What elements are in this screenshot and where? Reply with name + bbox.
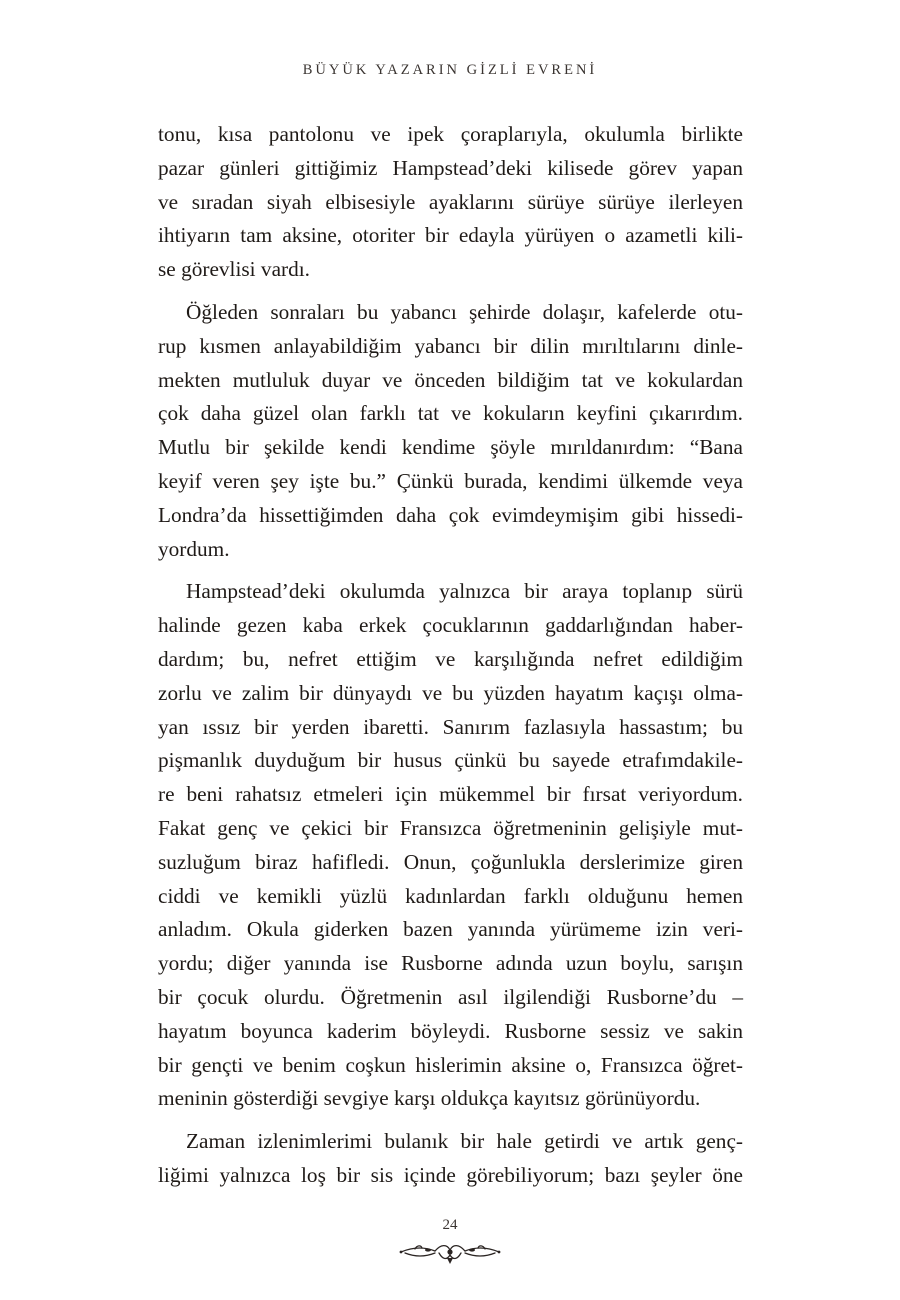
- text-line: yordu; diğer yanında ise Rusborne adında uzun boylu, sarışın: [158, 951, 743, 976]
- text-line: yan ıssız bir yerden ibaretti. Sanırım fazlasıyla hassastım; bu: [158, 714, 743, 739]
- running-head: BÜYÜK YAZARIN GİZLİ EVRENİ: [302, 62, 598, 78]
- text-line: re beni rahatsız etmeleri için mükemmel bir fırsat veriyordum.: [158, 782, 743, 807]
- paragraph-3: [158, 575, 743, 1116]
- text-line: hayatım boyunca kaderim böyleydi. Rusborne sessiz ve sakin: [158, 1018, 743, 1043]
- text-line: liğimi yalnızca loş bir sis içinde görebiliyorum; bazı şeyler öne: [158, 1162, 743, 1187]
- text-line: dardım; bu, nefret ettiğim ve karşılığında nefret edildiğim: [158, 646, 743, 671]
- text-line: keyif veren şey işte bu.” Çünkü burada, kendimi ülkemde veya: [158, 468, 743, 493]
- text-line: ve sıradan siyah elbisesiyle ayaklarını sürüye sürüye ilerleyen: [158, 189, 743, 214]
- text-line: halinde gezen kaba erkek çocuklarının gaddarlığından haber-: [158, 613, 743, 638]
- paragraph-4: [158, 1125, 743, 1193]
- text-line: rup kısmen anlayabildiğim yabancı bir dilin mırıltılarını dinle-: [158, 333, 743, 358]
- text-line: bir gençti ve benim coşkun hislerimin aksine o, Fransızca öğret-: [158, 1052, 743, 1077]
- text-line: ciddi ve kemikli yüzlü kadınlardan farklı olduğunu hemen: [158, 883, 743, 908]
- text-line: bir çocuk olurdu. Öğretmenin asıl ilgilendiği Rusborne’du –: [158, 984, 743, 1009]
- text-line: tonu, kısa pantolonu ve ipek çoraplarıyla, okulumla birlikte: [158, 122, 743, 146]
- text-line: se görevlisi vardı.: [158, 257, 311, 282]
- paragraph-1: [158, 118, 743, 287]
- page-number: 24: [442, 1217, 458, 1233]
- text-line: Mutlu bir şekilde kendi kendime şöyle mırıldanırdım: “Bana: [158, 435, 743, 460]
- body-text: [158, 118, 743, 1202]
- text-line: pişmanlık duyduğum bir husus çünkü bu sayede etrafımdakile-: [158, 748, 743, 773]
- text-line: pazar günleri gittiğimiz Hampstead’deki kilisede görev yapan: [158, 155, 743, 180]
- text-line: ihtiyarın tam aksine, otoriter bir edayla yürüyen o azametli kili-: [158, 223, 743, 248]
- text-line: Öğleden sonraları bu yabancı şehirde dolaşır, kafelerde otu-: [186, 299, 743, 324]
- text-line: Londra’da hissettiğimden daha çok evimdeymişim gibi hissedi-: [158, 502, 743, 527]
- text-line: anladım. Okula giderken bazen yanında yürümeme izin veri-: [158, 917, 743, 942]
- text-line: Hampstead’deki okulumda yalnızca bir araya toplanıp sürü: [186, 579, 743, 604]
- text-line: suzluğum biraz hafifledi. Onun, çoğunlukla derslerimize giren: [158, 849, 743, 874]
- paragraph-2: [158, 296, 743, 566]
- text-line: mekten mutluluk duyar ve önceden bildiğim tat ve kokulardan: [158, 367, 743, 392]
- vine-scroll-ornament-icon: [395, 1238, 505, 1266]
- text-line: Fakat genç ve çekici bir Fransızca öğretmeninin gelişiyle mut-: [158, 815, 743, 840]
- text-line: meninin gösterdiği sevgiye karşı oldukça kayıtsız görünüyordu.: [158, 1086, 701, 1111]
- text-line: yordum.: [158, 536, 230, 561]
- text-line: çok daha güzel olan farklı tat ve kokuların keyfini çıkarırdım.: [158, 401, 743, 426]
- text-line: Zaman izlenimlerimi bulanık bir hale getirdi ve artık genç-: [186, 1129, 743, 1154]
- text-line: zorlu ve zalim bir dünyaydı ve bu yüzden hayatım kaçışı olma-: [158, 680, 743, 705]
